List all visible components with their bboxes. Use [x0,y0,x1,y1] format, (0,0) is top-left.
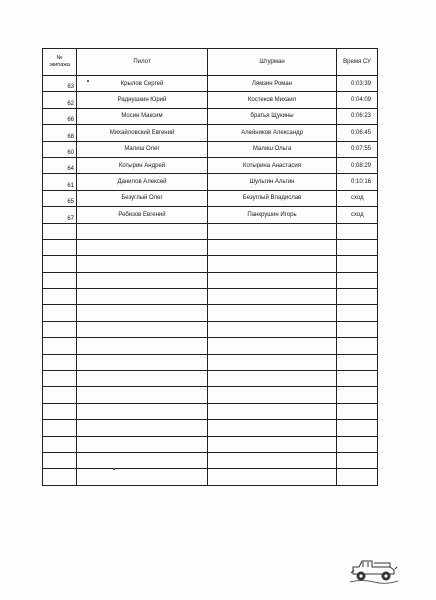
empty-crew-number-cell [43,223,77,239]
empty-navigator-cell [208,256,337,272]
empty-crew-number-cell [43,239,77,255]
empty-crew-number-cell [43,371,77,387]
navigator-cell: Малиш Ольга [208,141,337,157]
empty-pilot-cell [77,420,208,436]
empty-navigator-cell [208,305,337,321]
pilot-cell: Мосин Максим [77,108,208,124]
time-cell: 0:06:45 [337,125,378,141]
pilot-cell: Безуглый Олег [77,190,208,206]
empty-time-cell [337,371,378,387]
empty-time-cell [337,272,378,288]
empty-table-row [43,305,378,321]
empty-pilot-cell [77,403,208,419]
empty-time-cell [337,403,378,419]
empty-table-row [43,272,378,288]
navigator-cell: Безуглый Владислав [208,190,337,206]
empty-crew-number-cell [43,272,77,288]
empty-table-row [43,469,378,485]
crew-number-cell: 66 [43,108,77,124]
crew-number-cell: 62 [43,92,77,108]
navigator-cell: Костеков Михаил [208,92,337,108]
empty-time-cell [337,305,378,321]
table-row [43,141,378,157]
header-crew-number-line2: экипажа [48,62,71,68]
crew-number-cell: 60 [43,141,77,157]
empty-pilot-cell [77,338,208,354]
empty-time-cell [337,354,378,370]
navigator-cell: Шульгин Альгин [208,174,337,190]
empty-table-row [43,223,378,239]
table-row [43,174,378,190]
pilot-cell: Малиш Олег [77,141,208,157]
empty-pilot-cell [77,289,208,305]
navigator-cell: Котырина Анастасия [208,157,337,173]
empty-time-cell [337,420,378,436]
empty-crew-number-cell [43,403,77,419]
navigator-cell: братья Щукины [208,108,337,124]
empty-crew-number-cell [43,289,77,305]
time-cell: 0:06:23 [337,108,378,124]
empty-table-row [43,289,378,305]
pilot-cell: Котырин Андрей [77,157,208,173]
time-cell: 0:03:39 [337,76,378,92]
time-cell: 0:10:16 [337,174,378,190]
scan-speck [113,468,115,470]
empty-crew-number-cell [43,354,77,370]
scan-speck [87,80,89,82]
results-table [42,48,378,486]
empty-pilot-cell [77,223,208,239]
empty-table-row [43,420,378,436]
empty-table-row [43,436,378,452]
header-pilot: Пилот [77,49,208,76]
empty-navigator-cell [208,354,337,370]
crew-number-cell: 61 [43,174,77,190]
empty-pilot-cell [77,321,208,337]
offroad-truck-icon [350,555,398,585]
pilot-cell: Михайловский Евгений [77,125,208,141]
empty-table-row [43,256,378,272]
empty-navigator-cell [208,420,337,436]
empty-navigator-cell [208,436,337,452]
empty-time-cell [337,436,378,452]
empty-crew-number-cell [43,452,77,468]
empty-crew-number-cell [43,305,77,321]
time-cell: сход [337,190,378,206]
empty-navigator-cell [208,321,337,337]
empty-navigator-cell [208,239,337,255]
pilot-cell: Ребизов Евгений [77,207,208,223]
navigator-cell: Панкрушин Игорь [208,207,337,223]
time-cell: 0:07:55 [337,141,378,157]
empty-crew-number-cell [43,387,77,403]
empty-time-cell [337,338,378,354]
empty-navigator-cell [208,223,337,239]
table-header-row [43,49,378,76]
header-time: Время СУ [337,49,378,76]
empty-table-row [43,403,378,419]
empty-time-cell [337,321,378,337]
navigator-cell: Алейников Александр [208,125,337,141]
empty-crew-number-cell [43,436,77,452]
empty-table-row [43,371,378,387]
table-row [43,125,378,141]
empty-time-cell [337,452,378,468]
empty-pilot-cell [77,354,208,370]
pilot-cell: Крылов Сергей [77,76,208,92]
empty-pilot-cell [77,371,208,387]
empty-navigator-cell [208,452,337,468]
empty-crew-number-cell [43,256,77,272]
time-cell: 0:08:29 [337,157,378,173]
table-row [43,76,378,92]
empty-time-cell [337,239,378,255]
header-navigator: Штурман [208,49,337,76]
empty-pilot-cell [77,436,208,452]
empty-navigator-cell [208,469,337,485]
empty-crew-number-cell [43,321,77,337]
crew-number-cell: 63 [43,76,77,92]
empty-navigator-cell [208,403,337,419]
empty-navigator-cell [208,338,337,354]
empty-time-cell [337,289,378,305]
empty-time-cell [337,387,378,403]
empty-pilot-cell [77,239,208,255]
header-crew-number-line1: № [56,55,63,62]
time-cell: сход [337,207,378,223]
empty-pilot-cell [77,305,208,321]
empty-table-row [43,338,378,354]
crew-number-cell: 68 [43,125,77,141]
crew-number-cell: 67 [43,207,77,223]
empty-pilot-cell [77,469,208,485]
table-row [43,92,378,108]
empty-table-row [43,239,378,255]
empty-navigator-cell [208,272,337,288]
crew-number-cell: 64 [43,157,77,173]
empty-pilot-cell [77,387,208,403]
empty-time-cell [337,469,378,485]
empty-time-cell [337,223,378,239]
empty-table-row [43,387,378,403]
empty-navigator-cell [208,387,337,403]
empty-navigator-cell [208,371,337,387]
crew-number-cell: 65 [43,190,77,206]
empty-time-cell [337,256,378,272]
empty-pilot-cell [77,256,208,272]
pilot-cell: Данилов Алексей [77,174,208,190]
pilot-cell: Раднушкин Юрий [77,92,208,108]
table-row [43,207,378,223]
empty-table-row [43,321,378,337]
table-row [43,157,378,173]
empty-navigator-cell [208,289,337,305]
empty-pilot-cell [77,272,208,288]
empty-pilot-cell [77,452,208,468]
results-body [43,76,378,486]
empty-table-row [43,452,378,468]
time-cell: 0:04:09 [337,92,378,108]
empty-crew-number-cell [43,338,77,354]
empty-crew-number-cell [43,420,77,436]
table-row [43,190,378,206]
navigator-cell: Лямзин Роман [208,76,337,92]
empty-crew-number-cell [43,469,77,485]
empty-table-row [43,354,378,370]
table-row [43,108,378,124]
header-crew-number [43,49,77,76]
